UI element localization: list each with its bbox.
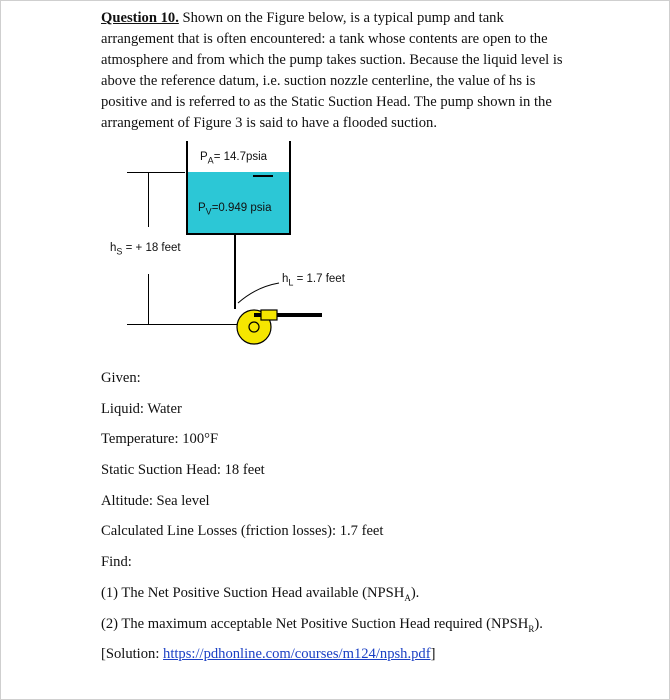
question-label: Question 10. xyxy=(101,10,179,26)
pa-label: $P_A=$ 14.7psia xyxy=(200,151,268,166)
given-liquid: Liquid: Water xyxy=(101,400,182,417)
figure-lines-svg xyxy=(101,141,341,361)
given-altitude: Altitude: Sea level xyxy=(101,492,210,509)
given-temperature: Temperature: 100°F xyxy=(101,431,219,448)
given-static-head: Static Suction Head: 18 feet xyxy=(101,462,265,479)
find-item-2: (2) The maximum acceptable Net Positive Suction Head required $(NPSH_R)$. xyxy=(101,615,543,634)
given-heading: Given: xyxy=(101,370,141,386)
pump-icon xyxy=(237,310,322,344)
hl-pointer xyxy=(238,283,279,303)
pv-label: $P_V=0.949$ psia xyxy=(198,202,272,217)
given-section xyxy=(101,369,543,676)
find-item-1: (1) The Net Positive Suction Head available $(NPSH_A)$. xyxy=(101,584,420,603)
pump-tank-figure xyxy=(101,141,345,361)
given-losses: Calculated Line Losses (friction losses): 1.7 feet xyxy=(101,523,384,540)
question-block xyxy=(101,8,571,134)
find-heading: Find: xyxy=(101,554,132,571)
question-intro xyxy=(101,8,571,134)
solution-link[interactable]: https://pdhonline.com/courses/m124/npsh.pdf xyxy=(163,646,431,663)
hl-label: $h_L = 1.7$ feet xyxy=(282,273,345,288)
question-text: Shown on the Figure below, is a typical pump and tank arrangement that is often encountered: a tank whose contents are open to the atmosphere and from which the pump takes suction. Because the liquid level is above the reference datum, i.e. suction nozzle centerline, the value of hs is positive and is referred to as the Static Suction Head. The pump shown in the arrangement of Figure 3 is said to have a flooded suction. xyxy=(101,10,563,131)
solution-line: [Solution: https://pdhonline.com/courses/m124/npsh.pdf] xyxy=(101,646,436,663)
hs-label: $h_S$ = + 18 feet xyxy=(110,242,181,257)
